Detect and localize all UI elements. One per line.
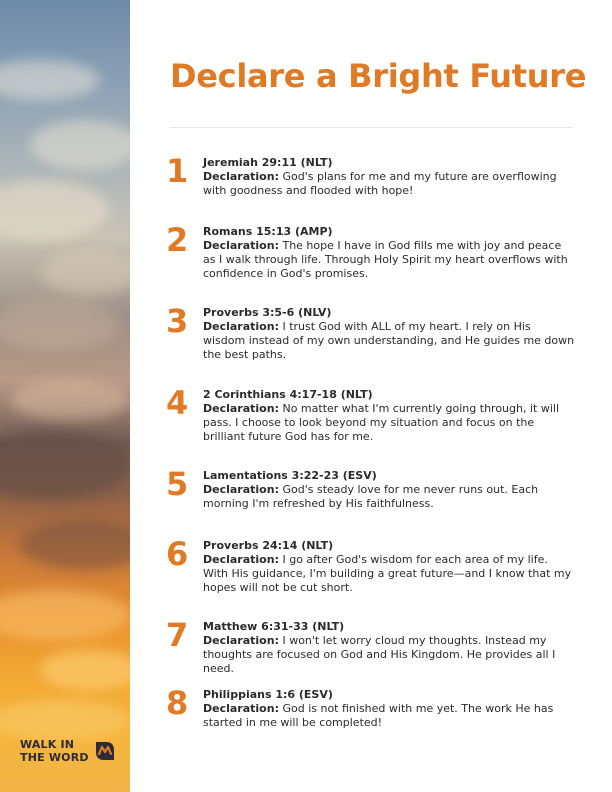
declaration-entry <box>166 616 578 680</box>
entry-number: 7 <box>166 616 189 654</box>
declaration-label: Declaration: <box>203 553 279 566</box>
entry-body <box>203 539 575 595</box>
declaration-label: Declaration: <box>203 634 279 647</box>
declaration-entry <box>166 535 578 599</box>
declaration-entry <box>166 221 578 285</box>
logo-wordmark <box>20 738 89 764</box>
declaration-label: Declaration: <box>203 320 279 333</box>
sky-image-panel <box>0 0 130 792</box>
declaration-text <box>203 402 575 444</box>
scripture-reference: Lamentations 3:22-23 (ESV) <box>203 469 377 482</box>
cloud-shape <box>0 300 120 350</box>
declaration-text <box>203 239 575 281</box>
entry-number: 5 <box>166 465 189 503</box>
cloud-shape <box>0 430 130 500</box>
declaration-text <box>203 483 575 511</box>
entry-body <box>203 225 575 281</box>
logo-mark-icon <box>94 740 116 762</box>
declaration-text <box>203 170 575 198</box>
declaration-text <box>203 634 575 676</box>
declaration-content: God's steady love for me never runs out. Each morning I'm refreshed by His faithfulness. <box>203 483 539 510</box>
scripture-reference: Romans 15:13 (AMP) <box>203 225 333 238</box>
page-title: Declare a Bright Future <box>170 57 587 95</box>
logo-line-1: WALK IN <box>20 738 75 751</box>
declaration-content: God's plans for me and my future are overflowing with goodness and flooded with hope! <box>203 170 557 197</box>
scripture-reference: 2 Corinthians 4:17-18 (NLT) <box>203 388 373 401</box>
declaration-label: Declaration: <box>203 239 279 252</box>
entry-body <box>203 306 575 362</box>
declaration-content: God is not finished with me yet. The work He has started in me will be completed! <box>203 702 554 729</box>
cloud-shape <box>40 250 130 295</box>
entry-body <box>203 388 575 444</box>
scripture-reference: Proverbs 3:5-6 (NLV) <box>203 306 332 319</box>
cloud-shape <box>0 700 130 740</box>
entry-number: 3 <box>166 302 189 340</box>
title-divider <box>170 127 572 128</box>
declaration-label: Declaration: <box>203 170 279 183</box>
declaration-entry <box>166 684 578 748</box>
cloud-shape <box>0 180 110 240</box>
walk-in-the-word-logo <box>20 738 120 768</box>
scripture-reference: Proverbs 24:14 (NLT) <box>203 539 334 552</box>
declaration-content: The hope I have in God fills me with joy and peace as I walk through life. Through Holy Spirit my heart overflows with confidence in God's promises. <box>203 239 568 280</box>
declaration-label: Declaration: <box>203 702 279 715</box>
declaration-content: I trust God with ALL of my heart. I rely on His wisdom instead of my own understanding, and He guides me down the best paths. <box>203 320 575 361</box>
declaration-content: I won't let worry cloud my thoughts. Instead my thoughts are focused on God and His Kingdom. He provides all I need. <box>203 634 556 675</box>
cloud-shape <box>0 60 100 100</box>
entry-number: 2 <box>166 221 189 259</box>
cloud-shape <box>30 120 130 170</box>
cloud-shape <box>20 520 130 570</box>
declaration-entry <box>166 302 578 366</box>
declaration-label: Declaration: <box>203 402 279 415</box>
declaration-text <box>203 702 575 730</box>
entry-body <box>203 620 575 676</box>
declaration-text <box>203 320 575 362</box>
cloud-shape <box>0 590 130 640</box>
cloud-shape <box>10 380 130 420</box>
declaration-entry <box>166 152 578 216</box>
cloud-shape <box>40 650 130 690</box>
entry-number: 4 <box>166 384 189 422</box>
scripture-reference: Jeremiah 29:11 (NLT) <box>203 156 333 169</box>
scripture-reference: Matthew 6:31-33 (NLT) <box>203 620 345 633</box>
entry-number: 6 <box>166 535 189 573</box>
declaration-entry <box>166 465 578 529</box>
declaration-text <box>203 553 575 595</box>
declaration-label: Declaration: <box>203 483 279 496</box>
scripture-reference: Philippians 1:6 (ESV) <box>203 688 333 701</box>
entry-number: 1 <box>166 152 189 190</box>
entry-body <box>203 156 575 198</box>
entry-body <box>203 469 575 511</box>
entry-number: 8 <box>166 684 189 722</box>
logo-line-2: THE WORD <box>20 751 89 764</box>
declaration-entry <box>166 384 578 448</box>
entry-body <box>203 688 575 730</box>
declaration-content: No matter what I'm currently going through, it will pass. I choose to look beyond my situation and focus on the brilliant future God has for me. <box>203 402 559 443</box>
declaration-content: I go after God's wisdom for each area of my life. With His guidance, I'm building a great future—and I know that my hopes will not be cut short. <box>203 553 572 594</box>
